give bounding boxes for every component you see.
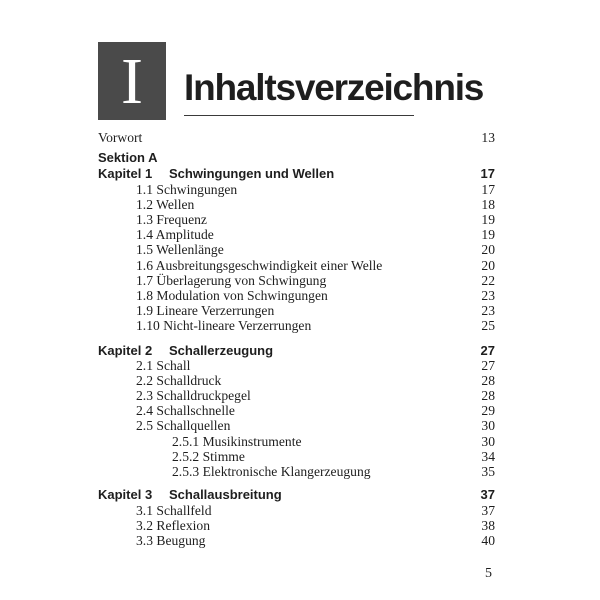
toc-entry[interactable] <box>136 388 495 404</box>
toc-entry-title: 1.3 Frequenz <box>136 212 207 227</box>
chapter-label: Kapitel 2 <box>98 343 153 358</box>
chapter-label: Kapitel 1 <box>98 166 153 181</box>
chapter-letter: I <box>121 45 143 118</box>
section-heading <box>98 150 495 166</box>
toc-chapter-2[interactable] <box>98 343 495 359</box>
toc-entry[interactable] <box>136 258 495 274</box>
toc-entry[interactable] <box>136 518 495 534</box>
toc-entry-page: 19 <box>481 227 495 242</box>
section-label: Sektion A <box>98 150 158 165</box>
toc-entry[interactable] <box>136 403 495 419</box>
toc-entry[interactable] <box>136 227 495 243</box>
toc-entry[interactable] <box>136 318 495 334</box>
toc-entry-title: Vorwort <box>98 130 143 145</box>
toc-entry-page: 20 <box>481 242 495 257</box>
toc-entry[interactable] <box>136 212 495 228</box>
toc-entry-title: 2.2 Schalldruck <box>136 373 222 388</box>
page-title: Inhaltsverzeichnis <box>184 67 484 108</box>
toc-entry-page: 13 <box>481 130 495 145</box>
toc-chapter-1[interactable] <box>98 166 495 182</box>
toc-entry-page: 29 <box>481 403 495 418</box>
chapter-title: Schallausbreitung <box>169 487 282 502</box>
toc-entry-title: 1.5 Wellenlänge <box>136 242 224 257</box>
toc-subentry[interactable] <box>172 464 495 480</box>
chapter-title: Schwingungen und Wellen <box>169 166 335 181</box>
toc-subentry[interactable] <box>172 434 495 450</box>
toc-entry-page: 34 <box>481 449 495 464</box>
toc-entry-page: 28 <box>481 373 495 388</box>
toc-entry-page: 23 <box>481 303 495 318</box>
toc-entry[interactable] <box>136 503 495 519</box>
toc-entry-page: 23 <box>481 288 495 303</box>
toc-subentry[interactable] <box>172 449 495 465</box>
toc-entry-page: 28 <box>481 388 495 403</box>
toc-entry-title: 1.8 Modulation von Schwingungen <box>136 288 328 303</box>
toc-entry-title: 2.5 Schallquellen <box>136 418 231 433</box>
toc-entry-title: 2.4 Schallschnelle <box>136 403 235 418</box>
toc-entry-page: 22 <box>481 273 495 288</box>
toc-entry-page: 17 <box>481 182 495 197</box>
toc-row-vorwort[interactable] <box>98 130 495 146</box>
toc-entry[interactable] <box>136 303 495 319</box>
toc-entry-page: 18 <box>481 197 495 212</box>
toc-entry[interactable] <box>136 273 495 289</box>
toc-entry-page: 40 <box>481 533 495 548</box>
toc-entry-title: 1.6 Ausbreitungsgeschwindigkeit einer Welle <box>136 258 383 273</box>
toc-entry-title: 2.5.2 Stimme <box>172 449 245 464</box>
toc-entry-title: 3.3 Beugung <box>136 533 206 548</box>
toc-entry-title: 2.1 Schall <box>136 358 191 373</box>
toc-entry-title: 3.2 Reflexion <box>136 518 210 533</box>
toc-entry-page: 38 <box>481 518 495 533</box>
toc-entry[interactable] <box>136 373 495 389</box>
toc-entry-title: 1.10 Nicht-lineare Verzerrungen <box>136 318 312 333</box>
toc-entry-title: 3.1 Schallfeld <box>136 503 212 518</box>
toc-entry-title: 1.4 Amplitude <box>136 227 214 242</box>
toc-entry-title: 1.2 Wellen <box>136 197 195 212</box>
toc-entry-page: 25 <box>481 318 495 333</box>
chapter-title: Schallerzeugung <box>169 343 274 358</box>
toc-entry-title: 2.5.3 Elektronische Klangerzeugung <box>172 464 371 479</box>
chapter-label: Kapitel 3 <box>98 487 153 502</box>
toc-entry-title: 1.1 Schwingungen <box>136 182 238 197</box>
toc-entry[interactable] <box>136 242 495 258</box>
toc-entry-page: 37 <box>481 503 495 518</box>
toc-chapter-3[interactable] <box>98 487 495 503</box>
toc-entry[interactable] <box>136 197 495 213</box>
page-number: 5 <box>485 566 492 581</box>
chapter-page: 27 <box>480 343 495 358</box>
toc-entry[interactable] <box>136 288 495 304</box>
toc-entry-title: 2.5.1 Musikinstrumente <box>172 434 302 449</box>
toc-entry-page: 30 <box>481 434 495 449</box>
toc-entry-title: 1.9 Lineare Verzerrungen <box>136 303 275 318</box>
chapter-page: 17 <box>480 166 495 181</box>
toc-entry-title: 1.7 Überlagerung von Schwingung <box>136 273 327 288</box>
toc-entry-page: 27 <box>481 358 495 373</box>
toc-entry-page: 30 <box>481 418 495 433</box>
toc-entry-page: 19 <box>481 212 495 227</box>
toc-entry[interactable] <box>136 418 495 434</box>
toc-entry-page: 20 <box>481 258 495 273</box>
toc-entry-title: 2.3 Schalldruckpegel <box>136 388 251 403</box>
toc-entry[interactable] <box>136 182 495 198</box>
chapter-page: 37 <box>480 487 495 502</box>
toc-entry-page: 35 <box>481 464 495 479</box>
toc-entry[interactable] <box>136 358 495 374</box>
toc-entry[interactable] <box>136 533 495 549</box>
